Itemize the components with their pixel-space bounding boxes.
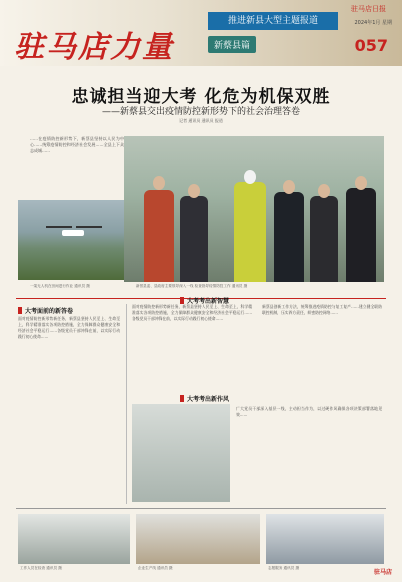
bottom-photo-left	[18, 514, 130, 564]
factory-photo	[132, 404, 230, 502]
section-title-1: 大考面前的新答卷	[18, 306, 73, 315]
headline: 忠诚担当迎大考 化危为机保双胜	[71, 87, 331, 107]
section-text-col2: 面对疫情防控新形势新任务，新蔡县坚持人民至上、生命至上，科学精准落实各项防控措施，全力保障群众健康安全和经济社会平稳运行……各级党员干部冲锋在前，以实际行动践行初心使命……	[132, 304, 252, 321]
page-number: 057	[354, 36, 388, 55]
caption-bottom-left: 工作人员在检查 通讯员 摄	[20, 566, 62, 570]
bottom-photo-middle	[136, 514, 260, 564]
paper-date: 2024年1月 星期	[354, 20, 392, 26]
drone-caption: 一架无人机在田间进行作业 通讯员 摄	[30, 284, 90, 288]
byline: 记者 通讯员 通讯员 报道	[179, 118, 223, 123]
masthead-subtitle: 新蔡县篇	[208, 36, 256, 53]
caption-bottom-right: 志愿服务 通讯员 摄	[268, 566, 300, 570]
masthead	[0, 0, 402, 66]
section-title-3: 大考考出新作风	[180, 394, 229, 403]
main-photo-caption: 新蔡县委、县政府主要领导深入一线 检查指导疫情防控工作 通讯员 摄	[136, 284, 248, 288]
footer-logo: 驻马店	[373, 569, 392, 576]
caption-bottom-middle: 企业生产线 通讯员 摄	[138, 566, 173, 570]
intro-paragraph: ……在疫情防控新形势下，新蔡县坚持以人民为中心……统筹疫情防控和经济社会发展……全县上下众志成城……	[30, 136, 124, 154]
bottom-photo-right	[266, 514, 384, 564]
main-photo	[124, 136, 384, 282]
masthead-title: 驻马店力量	[14, 30, 174, 65]
masthead-banner: 推进新县大型主题报道	[208, 12, 338, 30]
drone-photo	[18, 200, 124, 280]
paper-name: 驻马店日报	[351, 5, 386, 13]
section-title-2: 大考考出新智慧	[180, 296, 229, 305]
section-text-1: 面对疫情防控新形势新任务，新蔡县坚持人民至上、生命至上，科学精准落实各项防控措施，全力保障群众健康安全和经济社会平稳运行……各级党员干部冲锋在前，以实际行动践行初心使命……	[18, 316, 120, 339]
subheadline: ——新蔡县交出疫情防控新形势下的社会治理答卷	[101, 107, 300, 117]
section-text-3: 广大党员干部深入基层一线，主动担当作为，以过硬作风确保各项决策部署落地见效……	[236, 406, 382, 417]
section-text-col3: 新蔡县创新工作方法，统筹推进疫情防控与复工复产……建立健全联防联控机制，压实四方责任，织密防控网络……	[262, 304, 382, 315]
